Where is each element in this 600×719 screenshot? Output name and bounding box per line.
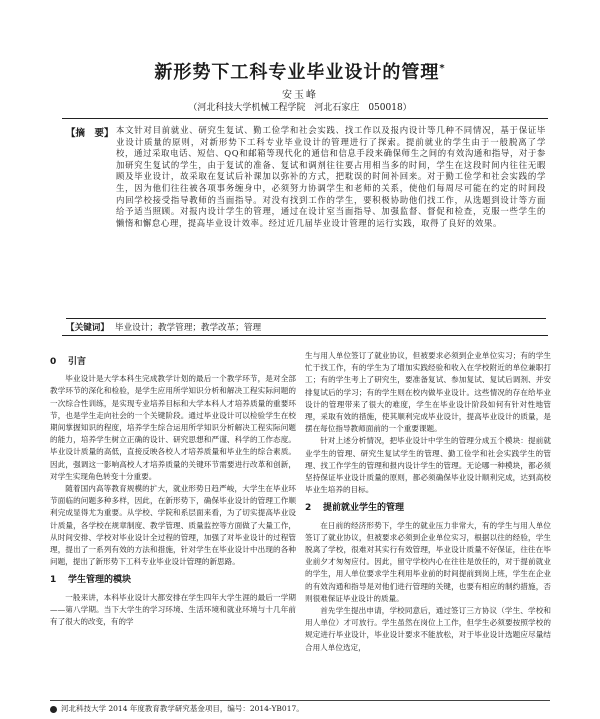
body-paragraph: 一般来讲，本科毕业设计大都安排在学生四年大学生涯的最后一学期——第八学期。当下大学生的学习环境、生活环境和就业环境与十几年前有了很大的改变，有的学 — [50, 592, 296, 627]
body-paragraph: 针对上述分析情况，把毕业设计中学生的管理分成五个模块：提前就业学生的管理、研究生复试学生的管理、勤工俭学和社会实践学生的管理、找工作学生的管理和报内设计学生的管理。无论哪一种模块，都必须坚持保证毕业设计质量的原则，都必须确保毕业设计顺利完成，达到高校毕业生培养的目标。 — [305, 436, 551, 495]
left-column — [50, 350, 296, 628]
footnote-text: 河北科技大学 2014 年度教育教学研究基金项目，编号：2014-YB017。 — [61, 704, 304, 713]
body-paragraph: 在日前的经济形势下，学生的就业压力非常大，有的学生与用人单位签订了就业协议，但被要求必须到企业单位实习，根据以往的经验，学生脱离了学校，很难对其实行有效管理，毕业设计质量不好保证，往往在毕业前夕才匆匆应付。因此，留守学校内心在往往是放任的，对于提前就业的学生，用人单位要求学生利用毕业前的时间提前到岗上班，学生在企业的有效沟通和指导是对他们进行管理的关键，也要有相应的制约措施，否则很难保证毕业设计的质量。 — [305, 520, 551, 603]
keywords-label: 【关键词】 — [66, 323, 109, 333]
body-paragraph: 毕业设计是大学本科生完成教学计划的最后一个教学环节，是对全部教学环节的深化和检验，是学生应用所学知识分析和解决工程实际问题的一次综合性训练，是实现专业培养目标和大学本科人才培养质量的重要环节，也是学生走向社会的一个关键阶段。通过毕业设计可以检验学生在校期间掌握知识的程度，培养学生综合运用所学知识分析解决工程实际问题的能力，培养学生树立正确的设计、研究思想和严谨、科学的工作态度。毕业设计质量的高低，直接反映各校人才培养质量和毕业生的综合素质。因此，强调这一影响高校人才培养质量的关键环节需要进行改革和创新，对学生实现角色转变十分重要。 — [50, 374, 296, 481]
body-paragraph: 首先学生提出申请，学校同意后，通过签订三方协议（学生、学校和用人单位）才可放行。学生虽然在岗位上工作，但学生必须要按照学校的规定进行毕业设计，毕业设计要求不能放松，对于毕业设计选题应尽量结合用人单位选定， — [305, 606, 551, 652]
author-affiliation: （河北科技大学机械工程学院 河北石家庄 050018） — [188, 103, 412, 113]
body-paragraph: 生与用人单位签订了就业协议，但被要求必须到企业单位实习；有的学生忙于找工作，有的学生为了增加实践经验和收入在学校附近的单位兼职打工；有的学生考上了研究生，要准备复试、参加复试、复试后调剂、并安排复试后的学习；有的学生则在校内做毕业设计。这些情况的存在给毕业设计的管理带来了很大的难度，学生在毕业设计阶段如何有针对性地管理，采取有效的措施，使其顺利完成毕业设计，提高毕业设计的质量，是摆在每位指导教师面前的一个重要课题。 — [305, 351, 551, 434]
body-paragraph: 随着国内高等教育规模的扩大，就业形势日趋严峻，大学生在毕业环节面临的问题多种多样，因此，在新形势下，确保毕业设计的管理工作顺利完成显得尤为重要。从学校、学院和系层面来看，为了切实提高毕业设计质量，各学校在规章制度、教学管理、质量监控等方面做了大量工作，从时间安排、学校对毕业设计全过程的管理，加强了对毕业设计的过程管理，提出了一系列有效的方法和措施，针对学生在毕业设计中出现的各种问题，提出了新形势下工科专业毕业设计管理的新思路。 — [50, 484, 296, 567]
abstract-box — [62, 118, 548, 336]
abstract-label: 【摘 要】 — [66, 128, 114, 139]
section-heading: 2 提前就业学生的管理 — [305, 503, 405, 514]
section-heading: 1 学生管理的模块 — [50, 575, 132, 586]
bullet-icon — [50, 706, 57, 713]
section-heading: 0 引言 — [50, 357, 87, 367]
title-text: 新形势下工科专业毕业设计的管理 — [154, 62, 440, 83]
paper-title — [0, 58, 600, 84]
author-name: 安玉峰 — [282, 90, 318, 101]
right-column — [305, 350, 551, 654]
abstract-text: 本文针对目前就业、研究生复试、勤工俭学和社会实践、找工作以及报内设计等几种不同情况，基于保证毕业设计质量的原则，对新形势下工科专业毕业设计的管理进行了探索。提前就业的学生由于一般脱离了学校，通过采取电话、短信、QQ和邮箱等现代化的通信和信息手段来确保师生之间的有效沟通和指导，对于参加研究生复试的学生，由于复试的准备、复试和调剂往往要占用相当多的时间，学生在这段时间内往往无暇顾及毕业设计，故采取在复试后补课加以弥补的方式，把耽误的时间补回来。对于勤工俭学和社会实践的学生，因为他们往往被各项事务缠身中，必须努力协调学生和老师的关系，使他们每周尽可能在约定的时间段内回学校接受指导教师的当面指导。对没有找到工作的学生，要积极协助他们找工作，从选题到设计等方面给予适当照顾。对报内设计学生的管理，通过在设计室当面指导、加强监督、督促和检查，克服一些学生的懒惰和懈怠心理，提高毕业设计效率。经过近几届毕业设计管理的运行实践，取得了良好的效果。 — [116, 125, 546, 228]
keywords-text: 毕业设计；教学管理；教学改革；管理 — [114, 323, 262, 333]
footnote — [50, 703, 550, 714]
title-footnote-mark: * — [439, 63, 446, 74]
footer-divider — [50, 700, 550, 701]
keywords-row — [66, 318, 546, 333]
